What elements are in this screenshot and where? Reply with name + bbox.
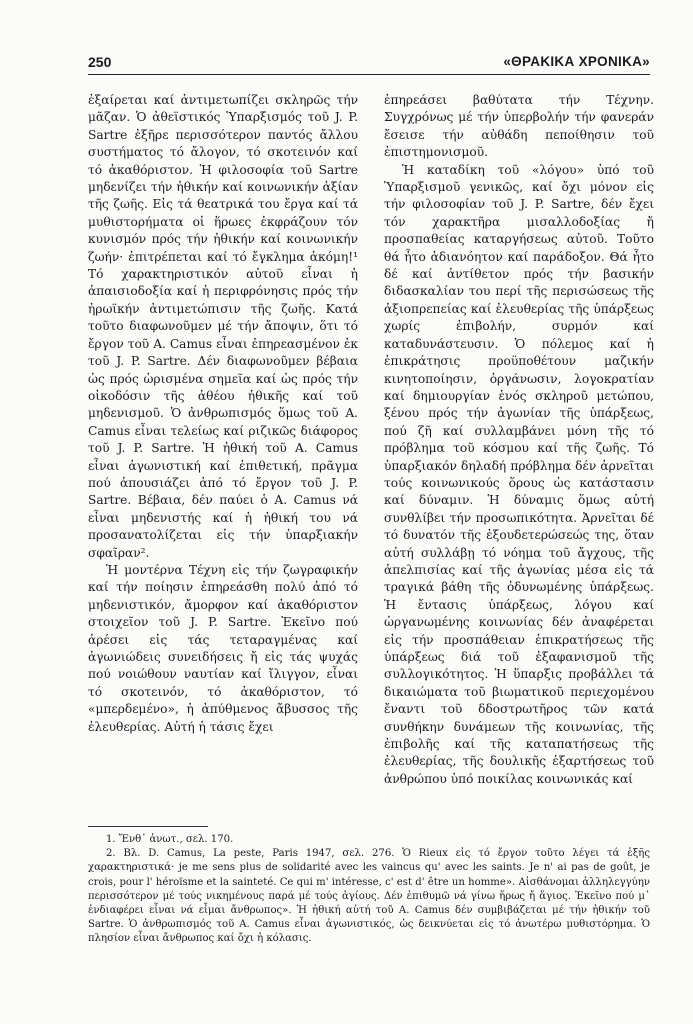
page-number: 250 bbox=[88, 54, 112, 70]
paragraph: Ἡ μοντέρνα Τέχνη εἰς τήν ζωγραφικήν καί τήν ποίησιν ἐπηρεάσθη πολύ ἀπό τό μηδενιστικόν, ἄμορφον καί ἀκαθόριστον στοιχεῖον τοῦ J. P. Sartre. Ἐκεῖνο πού ἀρέσει εἰς τάς τεταραγμένας καί ἀγωνιώδεις συνειδήσεις ἤ εἰς τάς ψυχάς πού νοιώθουν ναυτίαν καί ἴλιγγον, εἶναι τό σκοτεινόν, τό ἀκαθόριστον, τό «μπερδεμένο», ἡ ἀπύθμενος ἄβυσσος τῆς ἐλευθερίας. Αὐτή ἡ τάσις ἔχει bbox=[88, 562, 358, 734]
paragraph: Ἡ καταδίκη τοῦ «λόγου» ὑπό τοῦ Ὑπαρξισμοῦ γενικῶς, καί ὄχι μόνον εἰς τήν φιλοσοφίαν τοῦ J. P. Sartre, δέν ἔχει τόν χαρακτῆρα μισαλλοδοξίας ἤ προσπαθείας καταργήσεως αὐτοῦ. Τοῦτο θά ἦτο ἀδιανόητον καί παράδοξον. Θά ἦτο δέ καί ἀντίθετον πρός τήν βασικήν διδασκαλίαν του περί τῆς περισώσεως τῆς ἀξιοπρεπείας καί ἐλευθερίας τῆς ὑπάρξεως χωρίς ἐπιβολήν, συρμόν καί καταδυνάστευσιν. Ὁ πόλεμος καί ἡ ἐπικράτησις προϋποθέτουν μαζικήν κινητοποίησιν, ὀργάνωσιν, λογοκρατίαν καί δημιουργίαν ἑνός σκληροῦ μετώπου, ξένου πρός τήν ἀγωνίαν τῆς ὑπάρξεως, πού ζῆ καί συλλαμβάνει μόνη τῆς τό πρόβλημα τοῦ κόσμου καί τῆς ζωῆς. Τό ὑπαρξιακόν δηλαδή πρόβλημα δέν ἀρνεῖται τούς κοινωνικούς ὅρους ὡς κατάστασιν καί δύναμιν. Ἡ δύναμις ὅμως αὐτή συνθλίβει τήν προσωπικότητα. Ἀρνεῖται δέ τό δυνατόν τῆς ἐξουδετερώσεώς της, ὅταν αὐτή συλλάβῃ τό νόημα τοῦ ἄγχους, τῆς ἀπελπισίας καί τῆς ἀγωνίας μέσα εἰς τά τραγικά βάθη τῆς ὀδυνωμένης ὑπάρξεως. Ἡ ἔντασις ὑπάρξεως, λόγου καί ὠργανωμένης κοινωνίας δέν ἀναφέρεται εἰς τήν προσπάθειαν ἐπικρατήσεως τῆς ὑπάρξεως διά τοῦ ἐξαφανισμοῦ τῆς συλλογικότητος. Ἡ ὕπαρξις προβάλλει τά δικαιώματα τοῦ βιωματικοῦ περιεχομένου ἔναντι τοῦ δδοστρωτῆρος τῶν κατά συνθήκην δυνάμεων τῆς κοινωνίας, τῆς ἐπιβολῆς καί τῆς καταπατήσεως τῆς ἐλευθερίας, τῆς δουλικῆς ἐξαρτήσεως τοῦ ἀνθρώπου ὑπό ποικίλας κοινωνικάς καί bbox=[384, 162, 654, 786]
paragraph: ἐπηρεάσει βαθύτατα τήν Τέχνην. Συγχρόνως μέ τήν ὑπερβολήν τήν φανεράν ἔσεισε τήν αὐθάδη πεποίθησιν τοῦ ἐπιστημονισμοῦ. bbox=[384, 93, 654, 160]
running-title: «ΘΡΑΚΙΚΑ ΧΡΟΝΙΚΑ» bbox=[503, 54, 650, 69]
footnote: 1. Ἔνθ᾽ ἀνωτ., σελ. 170. bbox=[106, 834, 234, 845]
footnotes bbox=[88, 833, 650, 947]
page-header bbox=[88, 54, 650, 75]
left-column bbox=[88, 92, 358, 736]
right-column bbox=[384, 92, 654, 788]
footnote: 2. Βλ. D. Camus, La peste, Paris 1947, σελ. 276. Ὁ Rieux εἰς τό ἔργον τοῦτο λέγει τά ἑξῆς χαρακτηριστικά· je me sens plus de solidarité avec les vaincus qu' avec les saints. Je n' ai pas de goût, je crois, pour l' héroïsme et la sainteté. Ce qui m' intéresse, c' est d' être un homme». Αἰσθάνομαι ἀλληλεγγύην περισσότερον μέ τούς νικημένους παρά μέ τούς ἁγίους. Δέν ἐπιθυμῶ νά γίνω ἥρως ἤ ἅγιος. Ἐκεῖνο πού μ᾽ ἐνδιαφέρει εἶναι νά εἶμαι ἄνθρωπος». Ἡ ἠθική αὐτή τοῦ A. Camus δέν συμβιβάζεται μέ τήν ἠθικήν τοῦ Sartre. Ὁ ἀνθρωπισμός τοῦ A. Camus εἶναι ἀγωνιστικός, ὡς δεικνύεται εἰς τό ἀνωτέρω μυθιστόρημα. Ὁ πλησίον εἶναι ἄνθρωπος καί ὄχι ἡ κόλασις. bbox=[88, 848, 650, 945]
paragraph: ἐξαίρεται καί ἀντιμετωπίζει σκληρῶς τήν μᾶζαν. Ὁ ἀθεϊστικός Ὑπαρξισμός τοῦ J. P. Sartre ἐξῆρε περισσότερον παντός ἄλλου συστήματος τό ἄλογον, τό σκοτεινόν καί τό ἀκαθόριστον. Ἡ φιλοσοφία τοῦ Sartre μηδενίζει τήν ἠθικήν καί κοινωνικήν ἀξίαν τῆς ζωῆς. Εἰς τά θεατρικά του ἔργα καί τά μυθιστορήματα οἱ ἥρωες ἐκφράζουν τόν κυνισμόν πρός τήν ἠθικήν καί κοινωνικήν ζωήν· ἐπιτρέπεται καί τό ἔγκλημα ἀκόμη!¹ Τό χαρακτηριστικόν αὐτοῦ εἶναι ἡ ἀπαισιοδοξία καί ἡ περιφρόνησις πρός τήν ἡρωϊκήν ἀντιμετώπισιν τῆς ζωῆς. Κατά τοῦτο διαφωνοῦμεν μέ τήν ἄποψιν, ὅτι τό ἔργον τοῦ A. Camus εἶναι ἐπηρεασμένον ἐκ τοῦ J. P. Sartre. Δέν διαφωνοῦμεν βέβαια ὡς πρός ὡρισμένα σημεῖα καί ὡς πρός τήν οἰκοδόσιν τῆς ἀθέου ἠθικῆς καί τοῦ μηδενισμοῦ. Ὁ ἀνθρωπισμός ὅμως τοῦ A. Camus εἶναι τελείως καί ριζικῶς διάφορος τοῦ J. P. Sartre. Ἡ ἠθική τοῦ A. Camus εἶναι ἀγωνιστική καί ἐπιθετική, πρᾶγμα πού ἀπουσιάζει ἀπό τό ἔργον τοῦ J. P. Sartre. Βέβαια, δέν παύει ὁ A. Camus νά εἶναι μηδενιστής καί ἡ ἠθική του νά προσανατολίζεται εἰς τήν ὑπαρξιακήν σφαῖραν². bbox=[88, 93, 358, 560]
footnote-divider bbox=[88, 826, 208, 827]
